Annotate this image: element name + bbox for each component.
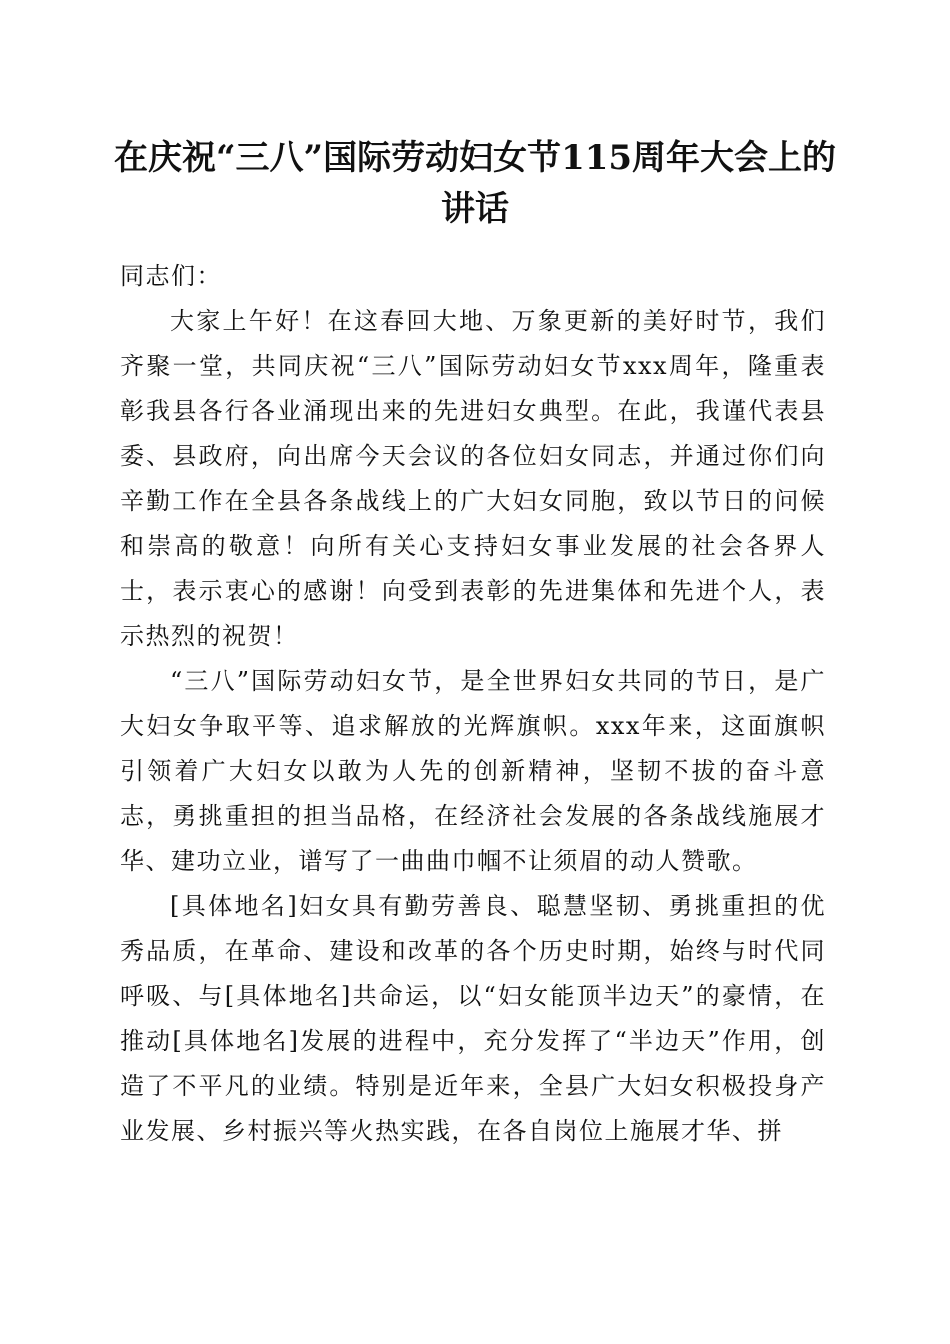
salutation: 同志们：	[120, 262, 222, 290]
paragraph-3: [具体地名]妇女具有勤劳善良、聪慧坚韧、勇挑重担的优秀品质，在革命、建设和改革的各个历史时期，始终与时代同呼吸、与[具体地名]共命运，以“妇女能顶半边天”的豪情，在推动[具体地名]发展的进程中，充分发挥了“半边天”作用，创造了不平凡的业绩。特别是近年来，全县广大妇女积极投身产业发展、乡村振兴等火热实践，在各自岗位上施展才华、拼	[120, 892, 826, 1145]
paragraph-2: “三八”国际劳动妇女节，是全世界妇女共同的节日，是广大妇女争取平等、追求解放的光辉旗帜。xxx年来，这面旗帜引领着广大妇女以敢为人先的创新精神，坚韧不拔的奋斗意志，勇挑重担的担当品格，在经济社会发展的各条战线施展才华、建功立业，谱写了一曲曲巾帼不让须眉的动人赞歌。	[120, 667, 826, 875]
paragraph-1: 大家上午好！在这春回大地、万象更新的美好时节，我们齐聚一堂，共同庆祝“三八”国际劳动妇女节xxx周年，隆重表彰我县各行各业涌现出来的先进妇女典型。在此，我谨代表县委、县政府，向出席今天会议的各位妇女同志，并通过你们向辛勤工作在全县各条战线上的广大妇女同胞，致以节日的问候和崇高的敬意！向所有关心支持妇女事业发展的社会各界人士，表示衷心的感谢！向受到表彰的先进集体和先进个人，表示热烈的祝贺！	[120, 307, 826, 650]
document-body	[120, 254, 826, 1154]
document-title: 在庆祝“三八”国际劳动妇女节115周年大会上的讲话	[113, 138, 837, 229]
